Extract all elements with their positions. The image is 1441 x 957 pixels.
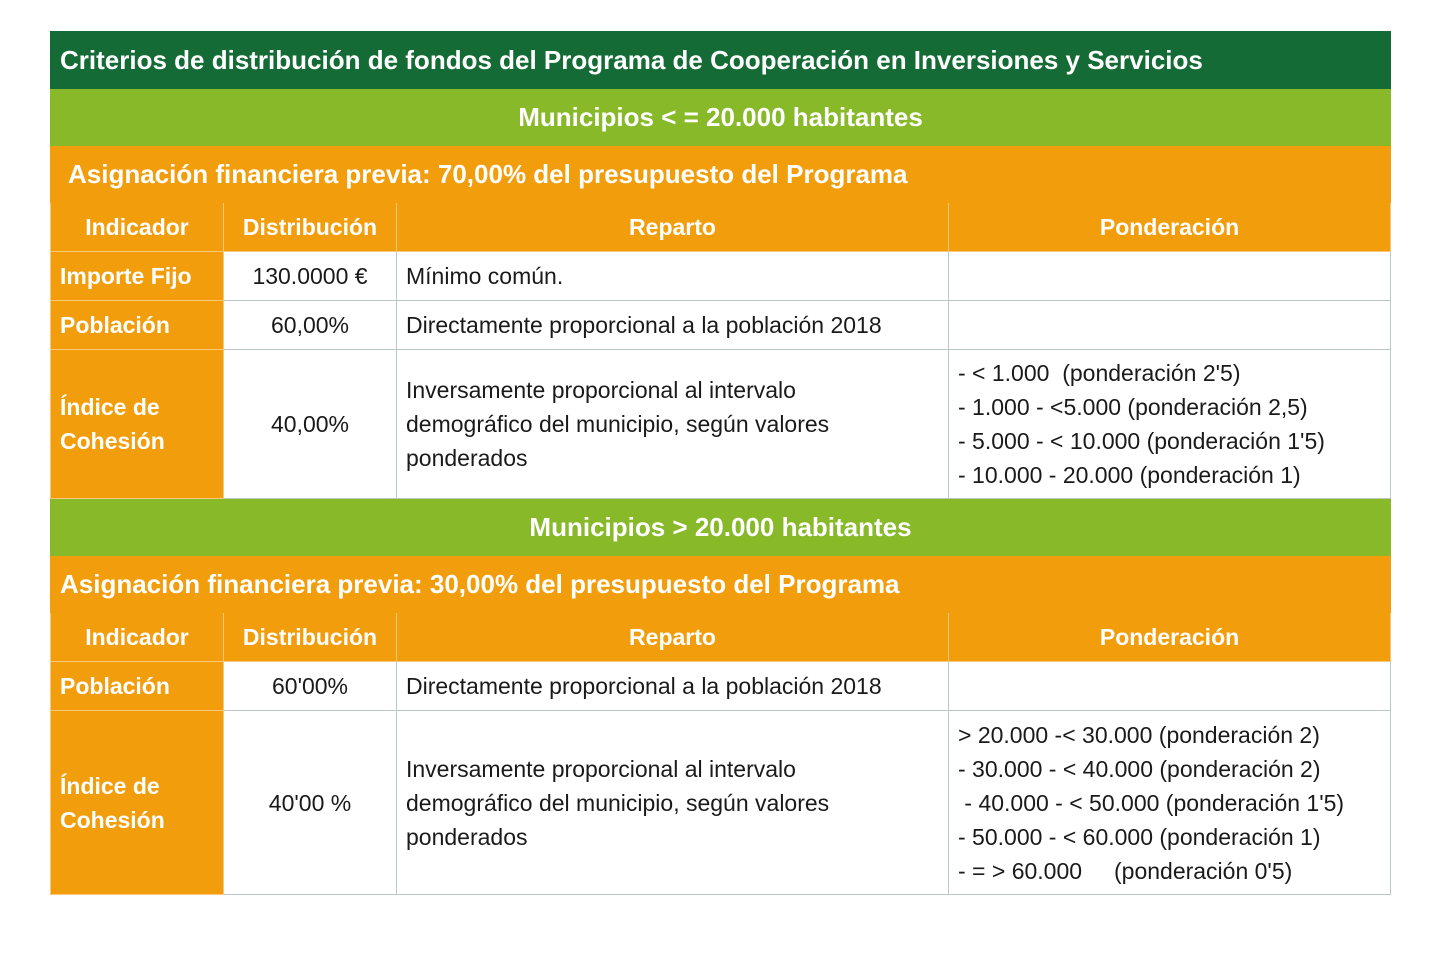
- indicador-cell: Importe Fijo: [51, 252, 224, 301]
- indicador-line: Cohesión: [60, 428, 165, 454]
- title-row: [51, 32, 1391, 89]
- section-band-title: Municipios < = 20.000 habitantes: [51, 89, 1391, 146]
- band-row: [51, 499, 1391, 556]
- reparto-line: ponderados: [406, 823, 528, 850]
- header-distribucion: Distribución: [224, 203, 397, 252]
- header-ponderacion: Ponderación: [949, 203, 1391, 252]
- asignacion-text: Asignación financiera previa: 30,00% del presupuesto del Programa: [51, 556, 1391, 613]
- ponderacion-line: - 40.000 - < 50.000 (ponderación 1'5): [958, 789, 1345, 816]
- header-reparto: Reparto: [397, 203, 949, 252]
- indicador-line: Índice de: [60, 772, 160, 799]
- asignacion-row: [51, 556, 1391, 613]
- reparto-cell: Directamente proporcional a la población 2018: [397, 301, 949, 350]
- distribucion-cell: 40,00%: [224, 350, 397, 499]
- band-row: [51, 89, 1391, 146]
- header-indicador: Indicador: [51, 613, 224, 662]
- reparto-cell: [397, 711, 949, 895]
- asignacion-text: Asignación financiera previa: 70,00% del presupuesto del Programa: [51, 146, 1391, 203]
- indicador-cell: Población: [51, 662, 224, 711]
- table-row: [51, 350, 1391, 499]
- distribucion-cell: 60,00%: [224, 301, 397, 350]
- header-indicador: Indicador: [51, 203, 224, 252]
- header-reparto: Reparto: [397, 613, 949, 662]
- criteria-table-container: [50, 31, 1390, 895]
- ponderacion-line: > 20.000 -< 30.000 (ponderación 2): [958, 721, 1320, 748]
- ponderacion-cell: [949, 711, 1391, 895]
- indicador-line: Cohesión: [60, 806, 165, 833]
- reparto-line: Inversamente proporcional al intervalo: [406, 377, 796, 403]
- table-row: [51, 252, 1391, 301]
- reparto-cell: Directamente proporcional a la población 2018: [397, 662, 949, 711]
- ponderacion-cell: [949, 252, 1391, 301]
- indicador-cell: Población: [51, 301, 224, 350]
- reparto-line: demográfico del municipio, según valores: [406, 411, 830, 437]
- ponderacion-cell: [949, 350, 1391, 499]
- table-row: [51, 711, 1391, 895]
- ponderacion-line: - 50.000 - < 60.000 (ponderación 1): [958, 823, 1321, 850]
- table-title: Criterios de distribución de fondos del Programa de Cooperación en Inversiones y Servicios: [51, 32, 1391, 89]
- distribucion-cell: 40'00 %: [224, 711, 397, 895]
- table-row: [51, 301, 1391, 350]
- reparto-line: Inversamente proporcional al intervalo: [406, 755, 796, 782]
- ponderacion-line: - = > 60.000 (ponderación 0'5): [958, 857, 1293, 884]
- ponderacion-line: - < 1.000 (ponderación 2'5): [958, 360, 1241, 386]
- reparto-cell: Mínimo común.: [397, 252, 949, 301]
- ponderacion-line: - 10.000 - 20.000 (ponderación 1): [958, 462, 1301, 488]
- section-band-title: Municipios > 20.000 habitantes: [51, 499, 1391, 556]
- ponderacion-line: - 1.000 - <5.000 (ponderación 2,5): [958, 394, 1308, 420]
- header-row: [51, 613, 1391, 662]
- indicador-cell: [51, 711, 224, 895]
- indicador-cell: [51, 350, 224, 499]
- ponderacion-cell: [949, 662, 1391, 711]
- reparto-line: ponderados: [406, 445, 528, 471]
- ponderacion-line: - 30.000 - < 40.000 (ponderación 2): [958, 755, 1321, 782]
- header-distribucion: Distribución: [224, 613, 397, 662]
- reparto-cell: [397, 350, 949, 499]
- header-row: [51, 203, 1391, 252]
- ponderacion-line: - 5.000 - < 10.000 (ponderación 1'5): [958, 428, 1325, 454]
- criteria-table: [50, 31, 1391, 895]
- distribucion-cell: 60'00%: [224, 662, 397, 711]
- distribucion-cell: 130.0000 €: [224, 252, 397, 301]
- ponderacion-cell: [949, 301, 1391, 350]
- indicador-line: Índice de: [60, 394, 160, 420]
- header-ponderacion: Ponderación: [949, 613, 1391, 662]
- reparto-line: demográfico del municipio, según valores: [406, 789, 830, 816]
- asignacion-row: [51, 146, 1391, 203]
- table-row: [51, 662, 1391, 711]
